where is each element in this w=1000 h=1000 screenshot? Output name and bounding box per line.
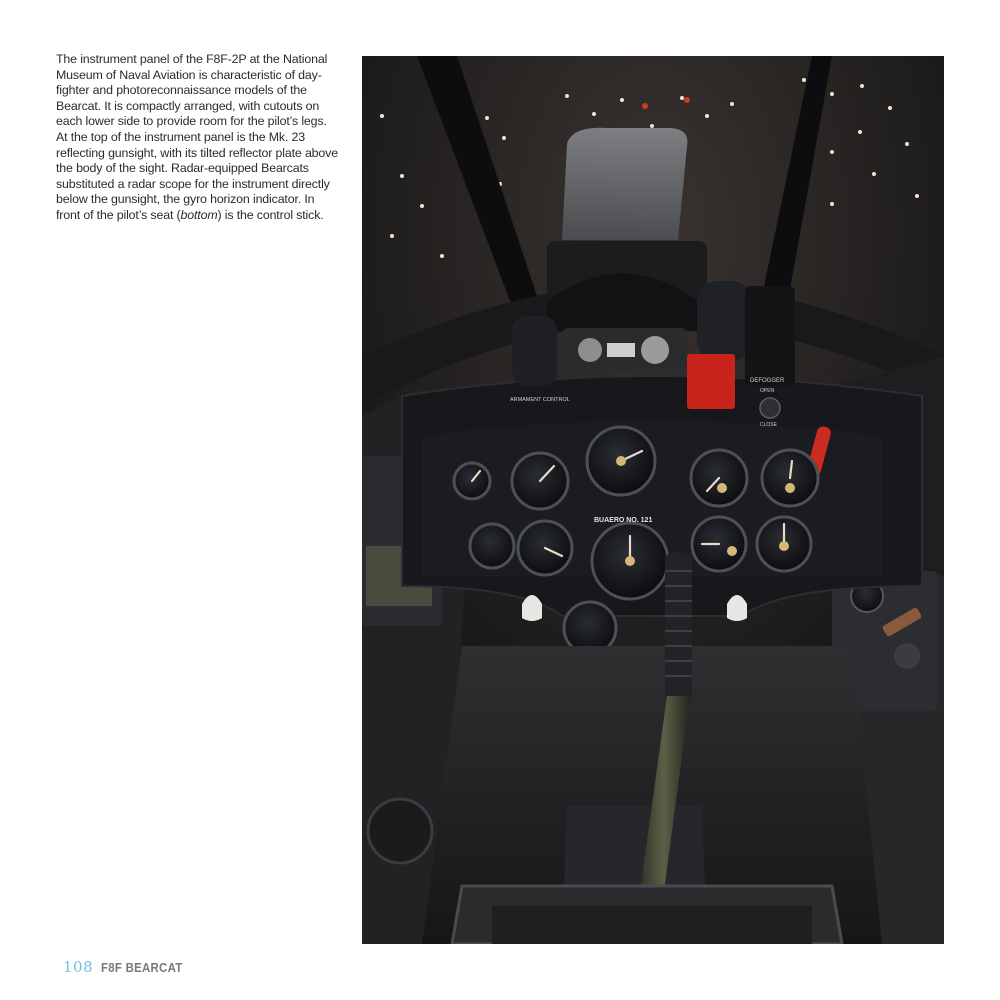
page-footer	[63, 958, 194, 976]
cockpit-photo	[362, 56, 944, 944]
close-placard: CLOSE	[760, 422, 777, 428]
caption-text: The instrument panel of the F8F-2P at the National Museum of Naval Aviation is characteristic of day-fighter and photoreconnaissance models of the Bearcat. It is compactly arranged, with cutouts on each lower side to provide room for the pilot’s legs. At the top of the instrument panel is the Mk. 23 reflecting gunsight, with its tilted reflector plate above the body of the sight. Radar-equipped Bearcats substituted a radar scope for the instrument directly below the gunsight, the gyro horizon indicator. In front of the pilot’s seat (	[56, 52, 338, 222]
open-placard: OPEN	[760, 388, 775, 394]
buaero-placard: BUAERO NO. 121	[594, 517, 653, 524]
caption-italic-text: bottom	[180, 207, 218, 222]
running-head: F8F BEARCAT	[101, 960, 183, 975]
photo-caption	[56, 52, 338, 224]
armament-control-placard: ARMAMENT CONTROL	[510, 397, 570, 403]
caption-text-end: ) is the control stick.	[217, 207, 324, 222]
page-number: 108	[63, 958, 94, 976]
defogger-placard: DEFOGGER	[750, 378, 785, 384]
